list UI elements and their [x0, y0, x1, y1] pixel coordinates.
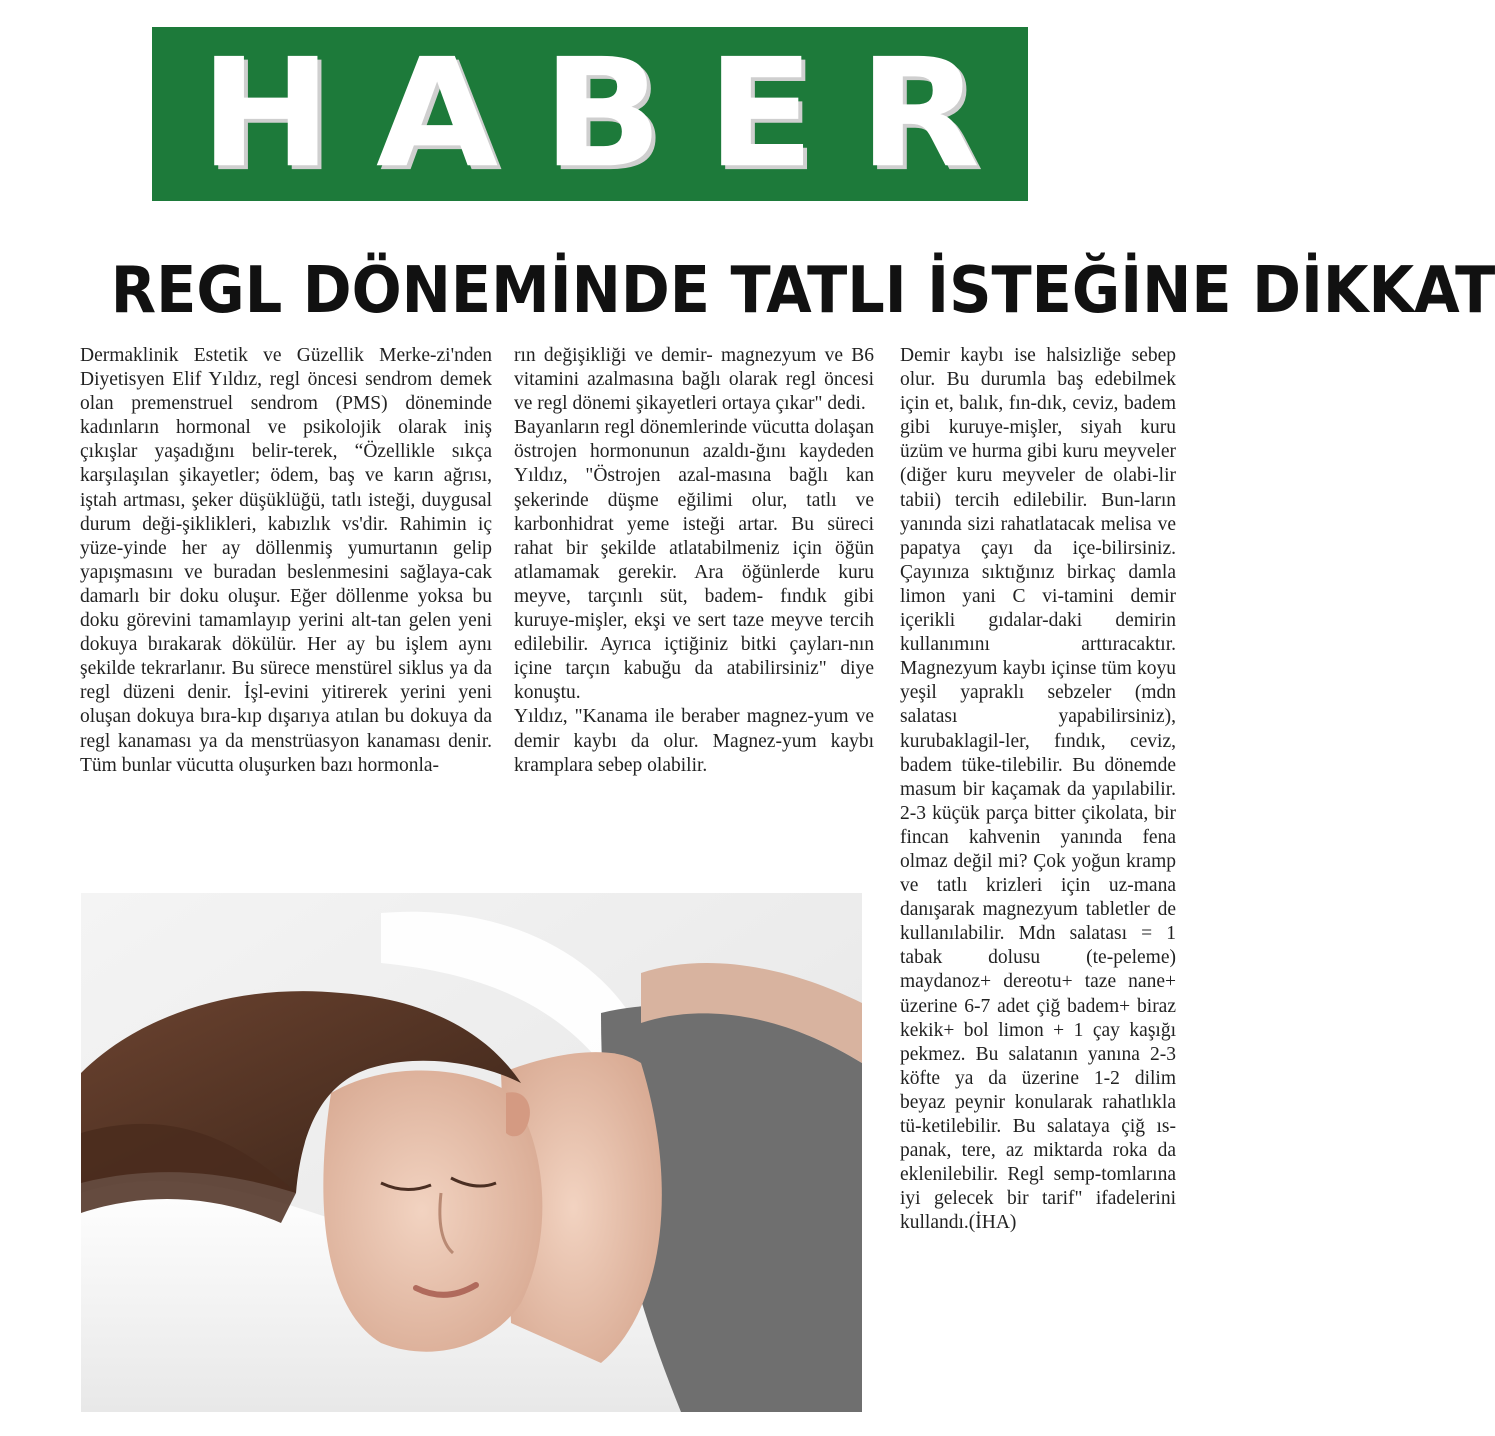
column-2-paragraph-2: Bayanların regl dönemlerinde vücutta dolaşan östrojen hormonunun azaldı-ğını kaydeden Yıldız, "Östrojen azal-masına bağlı kan şekerinde düşme eğilimi olur, tatlı ve karbonhidrat yeme isteği artar. Bu süreci rahat bir şekilde atlatabilmeniz için öğün atlamamak gerekir. Ara öğünlerde kuru meyve, tarçınlı süt, badem- fındık gibi kuruye-mişler, ekşi ve sert taze meyve tercih edilebilir. Ayrıca içtiğiniz bitki çayları-nın içine tarçın kabuğu da atabilirsiniz" diye konuştu.: [514, 417, 874, 704]
masthead-title: HABER: [199, 26, 1025, 202]
column-3-paragraph-1: Demir kaybı ise halsizliğe sebep olur. Bu durumla baş edebilmek için et, balık, fın-dık, ceviz, badem gibi kuruye-mişler, siyah kuru üzüm ve hurma gibi kuru meyveler (diğer kuru meyveler de olabi-lir tabii) tercih edilebilir. Bun-ların yanında sizi rahatlatacak melisa ve papatya çayı da içe-bilirsiniz. Çayınıza sıktığınız birkaç damla limon yani C vi-tamini demir içerikli gıdalar-daki demirin kullanımını arttıracaktır. Magnezyum kaybı içinse tüm koyu yeşil yapraklı sebzeler (mdn salatası yapabilirsiniz), kurubaklagil-ler, fındık, ceviz, badem tüke-tilebilir. Bu dönemde masum bir kaçamak da yapılabilir. 2-3 küçük parça bitter çikolata, bir fincan kahvenin yanında fena olmaz değil mi? Çok yoğun kramp ve tatlı krizleri için uz-mana danışarak magnezyum tabletler de kullanılabilir. Mdn salatası = 1 tabak dolusu (te-peleme) maydanoz+ dereotu+ taze nane+ üzerine 6-7 adet çiğ badem+ biraz kekik+ bol limon + 1 çay kaşığı pekmez. Bu salatanın yanına 2-3 köfte ya da üzerine 1-2 dilim beyaz peynir konularak rahatlıkla tü-ketilebilir. Bu salataya çiğ ıs-panak, tere, az miktarda roka da eklenilebilir. Regl semp-tomlarına iyi gelecek bir tarif" ifadelerini kullandı.(İHA): [900, 345, 1176, 1234]
article-headline: REGL DÖNEMİNDE TATLI İSTEĞİNE DİKKAT: [110, 254, 1495, 328]
article-column-2: [514, 344, 874, 778]
article-column-3: [900, 344, 1176, 1235]
column-1-paragraph-1: Dermaklinik Estetik ve Güzellik Merke-zi'nden Diyetisyen Elif Yıldız, regl öncesi sendrom demek olan premenstruel sendrom (PMS) döneminde kadınların hormonal ve psikolojik olarak iniş çıkışlar yaşadığını belir-terek, “Özellikle sıkça karşılaşılan şikayetler; ödem, baş ve karın ağrısı, iştah artması, şeker düşüklüğü, tatlı isteği, duygusal durum deği-şiklikleri, kabızlık vs'dir. Rahimin iç yüze-yinde her ay döllenmiş yumurtanın gelip yapışmasını ve buradan beslenmesini sağlaya-cak damarlı bir doku oluşur. Eğer döllenme yoksa bu doku görevini tamamlayıp yerini alt-tan gelen yeni dokuya bırakarak dökülür. Her ay bu işlem aynı şekilde tekrarlanır. Bu sürece menstürel siklus ya da regl düzeni denir. İşl-evini yitirerek yerini yeni oluşan dokuya bıra-kıp dışarıya atılan bu dokuya da regl kanaması ya da menstrüasyon kanaması denir. Tüm bunlar vücutta oluşurken bazı hormonla-: [80, 345, 492, 776]
masthead-banner: [152, 27, 1028, 201]
column-2-paragraph-1: rın değişikliği ve demir- magnezyum ve B6 vitamini azalmasına bağlı olarak regl öncesi ve regl dönemi şikayetleri ortaya çıkar" dedi.: [514, 345, 874, 415]
article-column-1: [80, 344, 492, 778]
column-2-paragraph-3: Yıldız, "Kanama ile beraber magnez-yum ve demir kaybı da olur. Magnez-yum kaybı kramplara sebep olabilir.: [514, 706, 874, 776]
article-photo-sleeping-woman: [81, 893, 862, 1412]
